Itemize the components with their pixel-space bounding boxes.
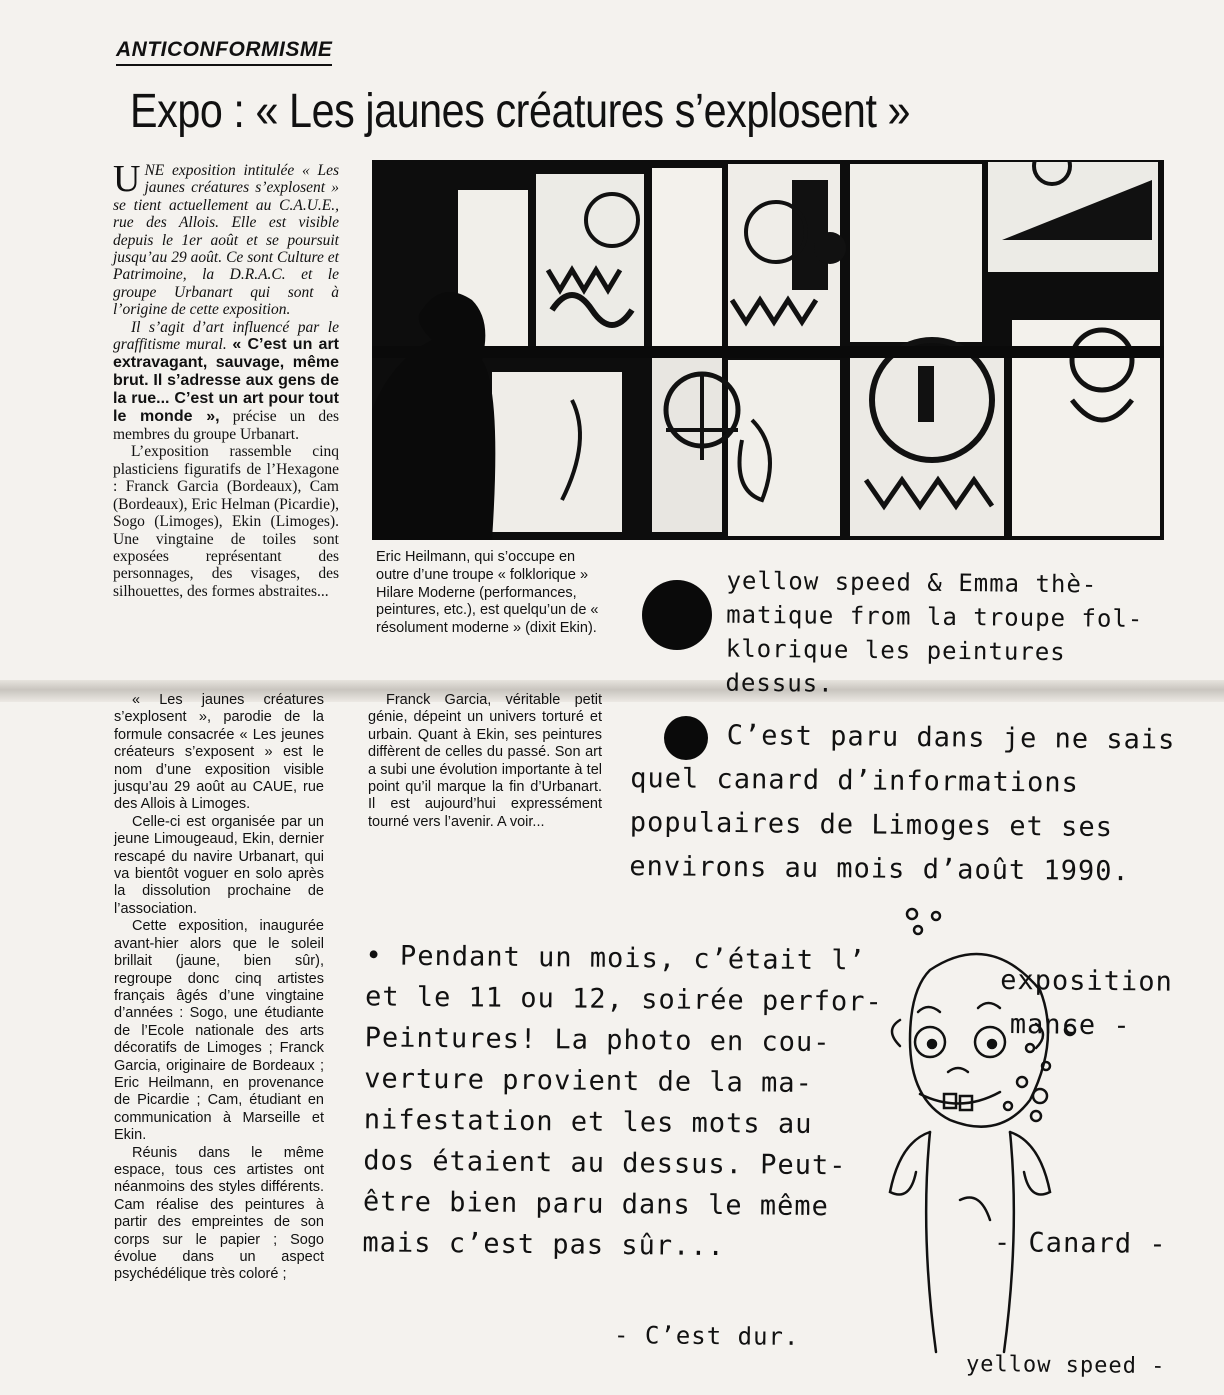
note3-line: mais c’est pas sûr... [362,1227,726,1263]
col2-paragraph-4: Réunis dans le même espace, tous ces artistes ont néanmoins des styles différents. Cam réalise des peintures à partir des empreintes de son corps sur le papier ; Sogo évolue dans un aspect psychédélique très coloré ; [114,1144,324,1283]
note3-line: verture provient de la ma- [364,1063,814,1099]
note3b-line: exposition [1000,964,1173,998]
note2-line: C’est paru dans je ne sais [726,719,1176,756]
handwritten-note-1 [725,564,1186,705]
note2-line: populaires de Limoges et ses [629,806,1114,844]
note1-line: yellow speed & Emma thè- [726,566,1098,599]
col2-paragraph-3: Cette exposition, inaugurée avant-hier alors que le soleil brillait (jaune, bien sûr), regroupe donc cinq artistes français âgés d’une vingtaine d’années : Sogo, une étudiante de l’Ecole nationale des arts décoratifs de Limoges ; Franck Garcia, originaire de Bordeaux ; Eric Heilmann, en provenance de Picardie ; Cam, étudiant en communication à Marseille et Ekin. [114,918,324,1144]
note3-line: et le 11 ou 12, soirée perfor- [364,981,883,1018]
note3-line: être bien paru dans le même [362,1186,829,1223]
article-column-1 [113,158,340,600]
section-kicker: ANTICONFORMISME [116,38,332,66]
note1-line: klorique les peintures dessus. [725,634,1066,698]
exhibition-photo [372,160,1164,540]
note2-line: quel canard d’informations [630,762,1080,799]
col1-p2c: précise un des membres du groupe Urbanart. [113,408,340,444]
col1-paragraph-3: L’exposition rassemble cinq plasticiens figuratifs de l’Hexagone : Franck Garcia (Bordeaux), Cam (Bordeaux), Eric Helman (Picardie), Sogo (Limoges), Ekin (Limoges). Une vingtaine de toiles sont exposées représentant des personnages, des visages, des silhouettes, des formes abstraites... [113,443,339,600]
col1-paragraph-1 [113,158,339,319]
col1-quote: « C’est un art extravagant, sauvage, même brut. Il s’adresse aux gens de la rue... C’est un art pour tout le monde », [113,336,340,426]
note3-line: • Pendant un mois, c’était l’ [365,940,867,977]
article-headline: Expo : « Les jaunes créatures s’explosent » [130,85,911,138]
doodle-character [860,900,1120,1380]
handwritten-signature: yellow speed - [965,1351,1166,1380]
handwritten-note-3 [362,935,885,1268]
col2-paragraph-2: Celle-ci est organisée par un jeune Limougeaud, Ekin, dernier rescapé du navire Urbanart, qui va bientôt voguer en solo après la dissolution prochaine de l’association. [114,813,324,917]
note1-line: matique from la troupe fol- [726,600,1144,633]
note3-line: Peintures! La photo en cou- [364,1022,831,1059]
drop-cap: U [113,158,141,200]
handwritten-note-2 [629,713,1211,895]
col3-paragraph-1: Franck Garcia, véritable petit génie, dépeint un univers torturé et urbain. Quant à Ekin, ses peintures diffèrent de celles du passé. Son art a subi une évolution importante à tel point qu’il marque la fin d’Urbanart. Il est aujourd’hui expressément tourné vers l’avenir. A voir... [368,692,602,830]
article-column-2 [114,692,324,1284]
col2-paragraph-1: « Les jaunes créatures s’explosent », parodie de la formule consacrée « Les jeunes créateurs s’exposent » est le nom d’une exposition visible jusqu’au 29 août au CAUE, rue des Allois à Limoges. [114,692,324,813]
note3b-line: mance - [1009,1009,1131,1042]
col1-paragraph-2 [113,319,339,444]
handwritten-canard: - Canard - [993,1227,1167,1260]
article-column-3 [368,692,602,831]
handwritten-cest-dur: - C’est dur. [613,1321,800,1351]
col1-p1-text: NE exposition intitulée « Les jaunes créatures s’explosent » se tient actuellement au C.A.U.E., rue des Allois. Elle est visible depuis le 1er août et se poursuit jusqu’au 29 août. Ce sont Culture et Patrimoine, la D.R.A.C. et le groupe Urbanart qui sont à l’origine de cette exposition. [113,162,339,319]
col1-p2a: Il s’agit d’art influencé par le graffitisme mural. [113,318,339,354]
photo-caption: Eric Heilmann, qui s’occupe en outre d’une troupe « folklorique » Hilare Moderne (performances, peintures, etc.), est quelqu’un de « résolument moderne » (dixit Ekin). [376,549,599,637]
note2-line: environs au mois d’août 1990. [629,850,1130,888]
bullet-dot-1 [642,580,712,650]
note3-line: dos étaient au dessus. Peut- [363,1145,847,1182]
photo-illustration [372,160,1164,540]
note3-line: nifestation et les mots au [363,1104,813,1140]
